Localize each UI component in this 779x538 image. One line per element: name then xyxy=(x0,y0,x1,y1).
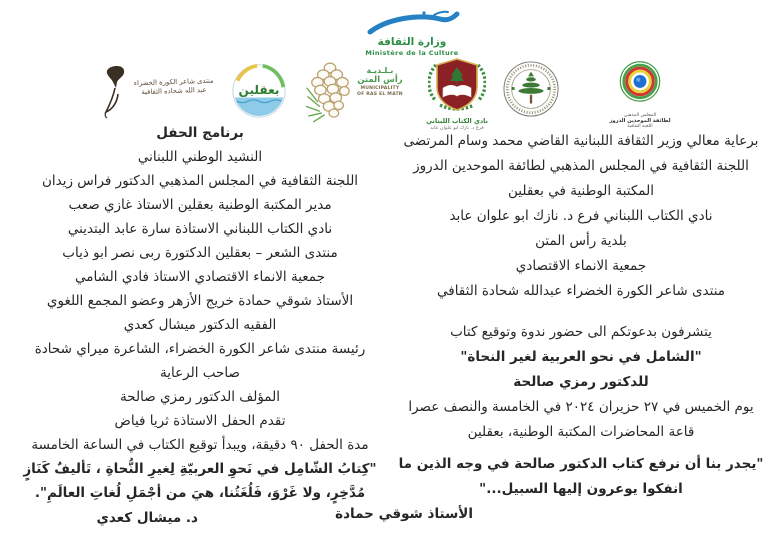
program-presenter: تقدم الحفل الاستاذة ثريا فياض xyxy=(114,413,286,429)
endorsement-signature: الأستاذ شوقي حمادة xyxy=(335,506,473,522)
program-column xyxy=(12,121,388,531)
book-club-title: نادي الكتاب اللبناني xyxy=(426,117,488,125)
baakline-national-library-seal xyxy=(502,60,560,122)
sponsor-book-club: نادي الكتاب اللبناني فرع د. نازك ابو علوان عابد xyxy=(449,208,713,224)
program-speaker-1: اللجنة الثقافية في المجلس المذهبي الدكتور فراس زيدان xyxy=(41,173,359,189)
program-speaker-2: مدير المكتبة الوطنية بعقلين الاستاذ غازي صعب xyxy=(68,197,332,213)
koura-forum-label: منتدى شاعر الكورة الخضراء عبد الله شحاده الثقافية xyxy=(133,76,214,97)
book-club-shield-icon xyxy=(428,57,486,113)
ministry-of-culture-logo xyxy=(348,10,476,57)
sponsor-koura-forum: منتدى شاعر الكورة الخضراء عبدالله شحادة الثقافي xyxy=(436,283,726,299)
book-title: "الشامل في نحو العربية لغير النحاة" xyxy=(460,349,702,365)
event-datetime: يوم الخميس في ٢٧ حزيران ٢٠٢٤ في الخامسة والنصف عصرا xyxy=(408,399,754,415)
event-venue: قاعة المحاضرات المكتبة الوطنية، بعقلين xyxy=(467,424,695,440)
koura-forum-logo xyxy=(92,64,214,120)
program-speaker-6: الأستاذ شوقي حمادة خريج الأزهر وعضو المجمع اللغوي xyxy=(46,293,354,309)
program-anthem: النشيد الوطني اللبناني xyxy=(137,149,263,165)
program-title: برنامج الحفل xyxy=(156,125,244,141)
calligraphy-pen-icon xyxy=(103,64,129,120)
ministry-name-french: Ministère de la Culture xyxy=(365,49,459,57)
ministry-swoosh-icon xyxy=(364,10,460,36)
program-speaker-4: منتدى الشعر – بعقلين الدكتورة ربى نصر ابو ذياب xyxy=(62,245,338,261)
pine-cone-icon xyxy=(306,58,354,124)
sponsor-national-library: المكتبة الوطنية في بعقلين xyxy=(508,183,654,199)
program-duration: مدة الحفل ٩٠ دقيقة، ويبدأ توقيع الكتاب في الساعة الخامسة xyxy=(31,437,369,453)
program-speaker-7: الفقيه الدكتور ميشال كعدي xyxy=(123,317,277,333)
endorsement-quote-line2: انفكوا يوعرون إليها السبيل..." xyxy=(479,481,683,497)
druze-council-logo: المجلس المذهبي لطائفة الموحدين الدروز اللجنة الثقافية xyxy=(604,60,676,129)
program-speaker-5: جمعية الانماء الاقتصادي الاستاذ فادي الشامي xyxy=(75,269,325,285)
endorsement-quote-line1: "يجدر بنا أن نرفع كتاب الدكتور صالحة في وجه الذين ما xyxy=(398,456,764,472)
svg-text:بعقلين: بعقلين xyxy=(238,82,280,97)
ministry-name-arabic: وزارة الثقافة xyxy=(377,36,447,48)
closing-quote-line1: "كِتابُ الشّامِل في نَحوِ العربيّةِ لِغيرِ النُّحاةِ ، تَأليفٌ كَنَازٍ xyxy=(23,461,377,477)
patronage-invitation-column xyxy=(335,129,769,527)
program-author: المؤلف الدكتور رمزي صالحة xyxy=(120,389,280,405)
closing-quote-signature: د. ميشال كعدي xyxy=(96,510,198,526)
program-speaker-8: رئيسة منتدى شاعر الكورة الخضراء، الشاعرة ميراي شحادة xyxy=(34,341,366,357)
ras-el-matn-municipality-logo xyxy=(306,58,410,124)
program-patron-heading: صاحب الرعاية xyxy=(160,365,240,381)
baakline-association-logo xyxy=(231,63,287,123)
closing-quote-line2: مُدَّخِرٍ، ولا غَرْوَ، فَلُغَتُنا، هيَ من أجْمَلِ لُغاتِ العالَمِ". xyxy=(34,485,366,501)
library-seal-cedar-icon xyxy=(502,60,560,118)
patron-minister: برعاية معالي وزير الثقافة اللبنانية القاضي محمد وسام المرتضى xyxy=(403,133,759,149)
invitation-line: يتشرفون بدعوتكم الى حضور ندوة وتوقيع كتاب xyxy=(450,324,712,340)
program-speaker-3: نادي الكتاب اللبناني الاستاذة سارة عابد البتديني xyxy=(67,221,333,237)
lebanese-book-club-logo xyxy=(422,57,492,131)
ras-el-matn-label: بـلـديـة رأس المتن MUNICIPALITY OF RAS EL MATN xyxy=(357,66,403,97)
sponsor-cultural-committee: اللجنة الثقافية في المجلس المذهبي لطائفة الموحدين الدروز xyxy=(413,158,749,174)
sponsor-economic-association: جمعية الانماء الاقتصادي xyxy=(515,258,647,274)
baakline-circle-icon xyxy=(231,63,287,119)
druze-council-rings-icon xyxy=(614,60,666,108)
sponsor-municipality: بلدية رأس المتن xyxy=(535,233,627,249)
book-author: للدكتور رمزي صالحة xyxy=(513,374,649,390)
book-club-branch: فرع د. نازك ابو علوان عابد xyxy=(430,126,484,131)
